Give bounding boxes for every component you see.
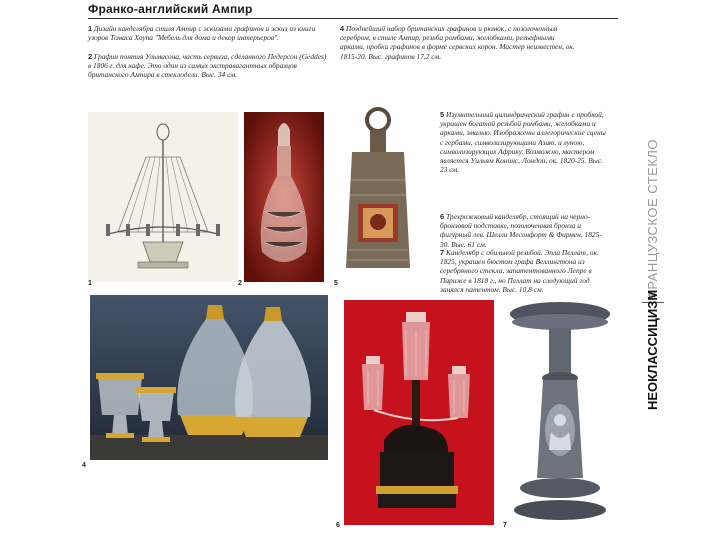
glass-candlestick-art — [505, 298, 615, 528]
caption-4 — [340, 24, 580, 61]
caption-6-text: Трехрожковый канделябр, стоящий на черно-бронзовой подставке, позолоченная бронза и фигурный лев. Шелли Месонфорт & Фирмен, 1825-30. Выс. 61 см. — [440, 212, 602, 249]
gilded-decanters-art — [90, 295, 328, 460]
caption-6 — [440, 212, 610, 249]
caption-4-text: Позднейший набор британских графинов и рюмок, с позолоченным серебром, в стиле Ампир, резьба ромбами, желобками, рельефными арками, пробки графинов в форме сервских корон. Мастер неизвестен, ок. 1815-20. Выс. графинов 17,2 см. — [340, 24, 575, 61]
caption-7 — [440, 248, 610, 294]
photo-candelabrum-drawing — [88, 112, 238, 282]
photo-4-label: 4 — [82, 462, 86, 469]
candelabrum-drawing-art — [88, 112, 238, 282]
photo-7-label: 7 — [503, 522, 507, 529]
caption-5-number: 5 — [440, 110, 445, 119]
photo-2-label: 2 — [238, 280, 242, 287]
caption-2-number: 2 — [88, 52, 93, 61]
caption-1 — [88, 24, 328, 42]
sidebar — [640, 140, 666, 410]
page-title: Франко-английский Ампир — [88, 2, 253, 16]
red-candelabrum-art — [344, 300, 494, 525]
sidebar-label-bold: НЕОКЛАССИЦИЗМ — [645, 289, 660, 410]
caption-5 — [440, 110, 610, 174]
caption-1-number: 1 — [88, 24, 93, 33]
photo-red-decanter — [244, 112, 324, 282]
header-rule — [88, 18, 618, 19]
photo-red-candelabrum — [344, 300, 494, 525]
caption-5-text: Изумительный цилиндрический графин с пробкой, украшен богатой резьбой ромбами, желобками и арками, эмалью. Изображены аллегорические сцены с гербами, символизирующими Азию, и луною, символизирующих Африку. Возможно, мастером является Уильям Конинс, Лондон, ок. 1820-25. Выс. 23 см. — [440, 110, 606, 175]
photo-glass-candlestick — [505, 298, 615, 528]
cylindrical-decanter-art — [330, 100, 428, 282]
photo-5-label: 5 — [334, 280, 338, 287]
photo-cylindrical-decanter — [330, 100, 428, 282]
caption-7-text: Канделябр с обильной резьбой. Эпла Пеллат, ок. 1825, украшен бюстом графа Веллингтона из серебряного стекла, запатентованного Лепре в Париже в 1818 г., но Пеллат на следующий год занялся патентом. Выс. 10,8 см. — [440, 248, 599, 294]
red-decanter-art — [244, 112, 324, 282]
photo-6-label: 6 — [336, 522, 340, 529]
caption-6-number: 6 — [440, 212, 445, 221]
photo-gilded-decanters — [90, 295, 328, 460]
page-header — [88, 0, 618, 22]
caption-2-text: Графин понтия Ульмасона, часть сервиза, сделанного Педерсон (Geddes) в 1806 г. для кафе. Это один из самых экстравагантных образцов британского Ампира в стеклодели. Выс. 34 см. — [88, 52, 327, 80]
caption-2 — [88, 52, 328, 80]
caption-4-number: 4 — [340, 24, 345, 33]
sidebar-label-light: ФРАНЦУЗСКОЕ СТЕКЛО — [645, 138, 660, 300]
caption-7-number: 7 — [440, 248, 445, 257]
caption-1-text: Дизайн канделябра стиля Ампир с эскизами графинов и эскиз из книги узоров Томаса Хоупа "Мебель для дома и декор интерьеров". — [88, 24, 316, 43]
photo-1-label: 1 — [88, 280, 92, 287]
